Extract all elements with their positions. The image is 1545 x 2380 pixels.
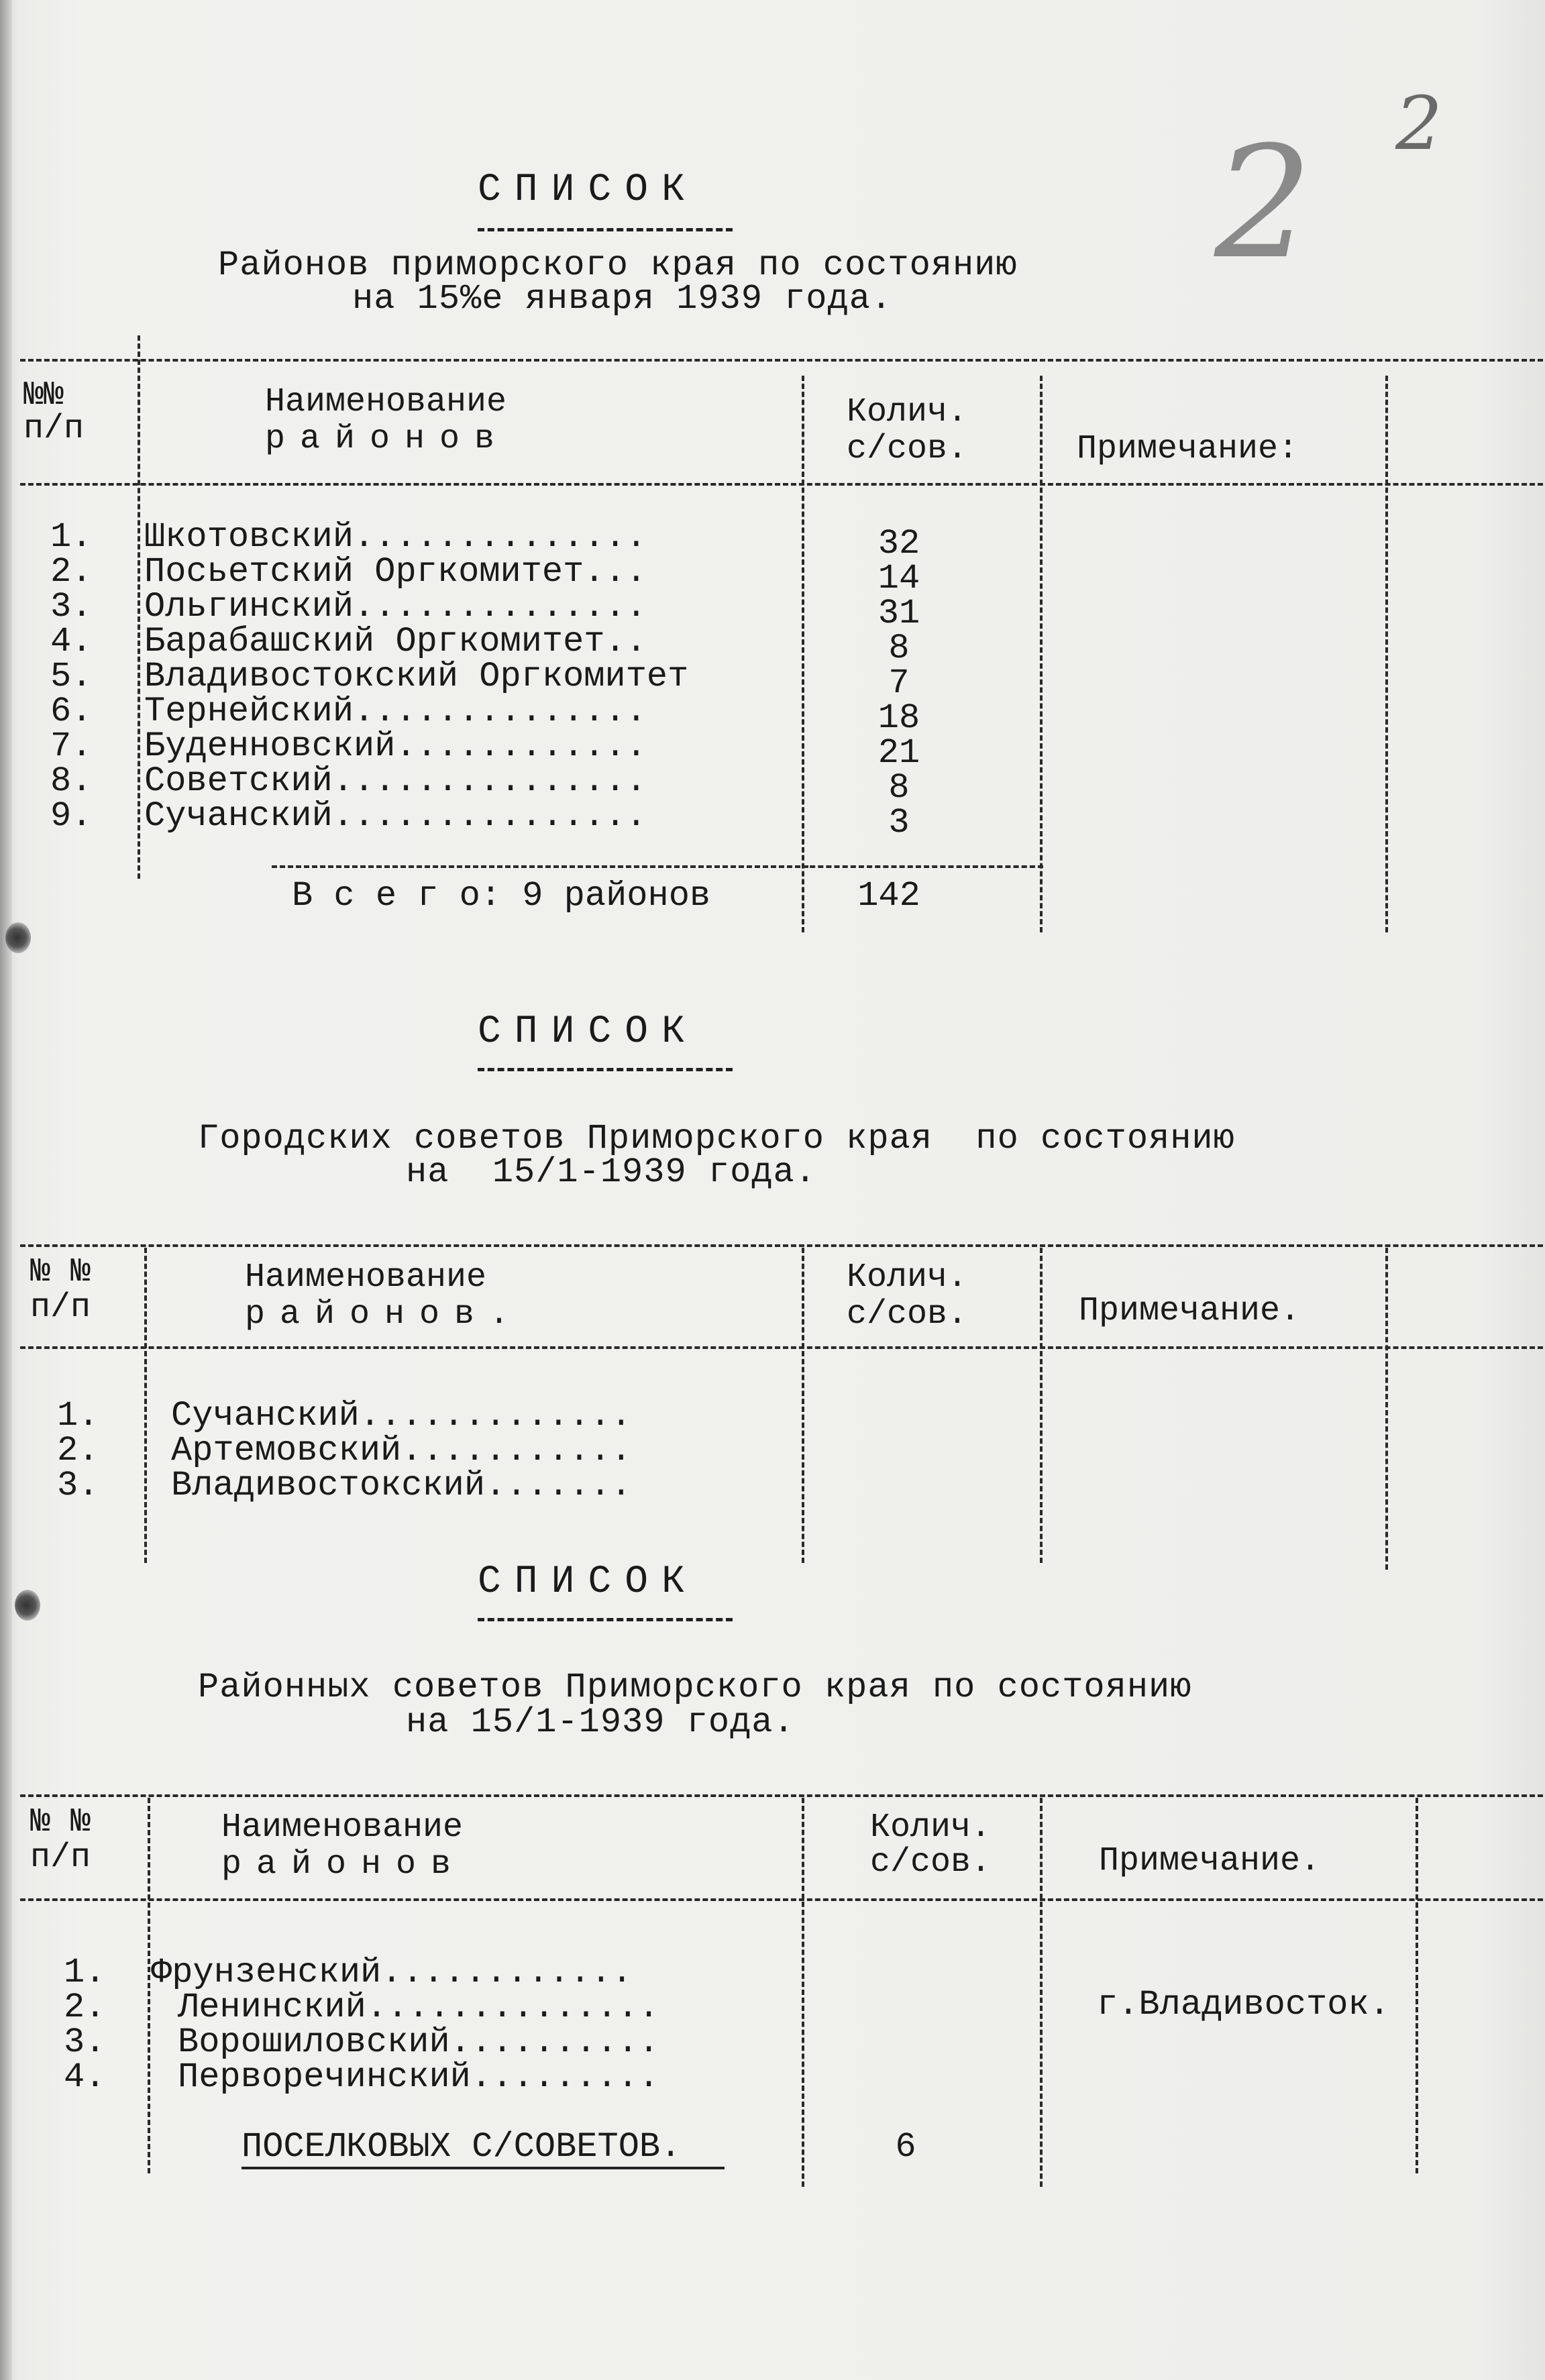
row-name: Владивостокский Оргкомитет xyxy=(144,657,689,696)
table2-divider xyxy=(144,1248,147,1563)
row-count: 31 xyxy=(877,594,920,633)
col-name-header: Наименование xyxy=(265,383,507,421)
table3-divider xyxy=(1040,1798,1043,2187)
row-number: 5. xyxy=(50,657,93,696)
row-name: Ворошиловский.......... xyxy=(178,2022,659,2062)
row-number: 1. xyxy=(57,1396,99,1436)
row-name: Фрунзенский............ xyxy=(151,1953,633,1992)
table1-top-border xyxy=(20,359,1543,362)
col-note-header: Примечание. xyxy=(1099,1842,1321,1880)
col-num-header: № № xyxy=(30,1253,91,1291)
table1-header-border xyxy=(20,483,1543,486)
title-underline xyxy=(478,1068,733,1071)
table3-divider xyxy=(148,1798,150,2173)
row-name: Тернейский.............. xyxy=(144,692,647,731)
col-name-header: Наименование xyxy=(221,1808,464,1847)
table1-divider xyxy=(138,335,140,879)
row-number: 2. xyxy=(57,1431,99,1470)
row-name: Артемовский........... xyxy=(171,1431,632,1470)
table1-divider xyxy=(1385,376,1388,932)
col-name-header: районов xyxy=(265,420,510,458)
table1-divider xyxy=(1040,376,1043,932)
table2-top-border xyxy=(20,1244,1543,1247)
list2-title: СПИСОК xyxy=(478,1010,698,1054)
row-count: 3 xyxy=(888,803,910,843)
list1-total-count: 142 xyxy=(857,876,920,916)
title-underline xyxy=(478,1618,733,1621)
list3-subtitle-line2: на 15/1-1939 года. xyxy=(406,1702,795,1742)
row-count: 18 xyxy=(877,698,920,738)
row-name: Шкотовский.............. xyxy=(144,517,647,557)
row-name: Ленинский.............. xyxy=(178,1988,659,2027)
col-count-header: Колич. xyxy=(870,1808,992,1847)
settlement-underline xyxy=(242,2167,725,2169)
row-count: 32 xyxy=(877,524,920,563)
row-number: 2. xyxy=(50,552,93,592)
row-name: Перворечинский......... xyxy=(178,2057,659,2097)
row-number: 2. xyxy=(64,1988,106,2027)
table3-divider xyxy=(802,1798,804,2187)
table3-divider xyxy=(1416,1798,1418,2173)
list3-note-value: г.Владивосток. xyxy=(1097,1985,1390,2024)
punch-hole xyxy=(5,922,31,953)
list1-subtitle-line2: на 15%е января 1939 года. xyxy=(352,279,893,319)
handwritten-number: 2 xyxy=(1214,114,1313,293)
punch-hole xyxy=(15,1590,40,1621)
list3-subtitle-line1: Районных советов Приморского края по состоянию xyxy=(198,1668,1192,1707)
col-num-header: п/п xyxy=(23,410,85,448)
total-separator xyxy=(272,865,808,868)
row-name: Посьетский Оргкомитет... xyxy=(144,552,647,592)
row-number: 8. xyxy=(50,761,93,801)
archive-page-number: 2 xyxy=(1395,80,1442,166)
col-num-header: п/п xyxy=(30,1839,91,1877)
col-count-header: Колич. xyxy=(847,393,968,431)
col-note-header: Примечание: xyxy=(1077,430,1299,468)
table2-divider xyxy=(802,1248,804,1563)
row-count: 8 xyxy=(888,768,910,808)
row-number: 6. xyxy=(50,692,93,731)
row-number: 1. xyxy=(64,1953,106,1992)
row-count: 21 xyxy=(877,733,920,773)
row-name: Советский............... xyxy=(144,761,647,801)
row-count: 7 xyxy=(888,663,910,703)
list1-total-label: В с е г о: 9 районов xyxy=(292,876,711,916)
row-number: 9. xyxy=(50,796,93,836)
col-count-header: Колич. xyxy=(847,1258,968,1297)
row-number: 3. xyxy=(57,1466,99,1505)
col-num-header: п/п xyxy=(30,1289,91,1327)
row-count: 8 xyxy=(888,629,910,668)
col-count-header: с/сов. xyxy=(847,1295,968,1334)
col-num-header: №№ xyxy=(23,376,64,415)
row-count: 14 xyxy=(877,559,920,598)
col-name-header: районов. xyxy=(245,1295,525,1334)
list1-subtitle-line1: Районов приморского края по состоянию xyxy=(218,246,1018,285)
col-count-header: с/сов. xyxy=(870,1843,992,1882)
col-count-header: с/сов. xyxy=(847,430,968,468)
row-name: Сучанский............. xyxy=(171,1396,632,1436)
col-name-header: Наименование xyxy=(245,1258,487,1297)
col-name-header: районов xyxy=(221,1845,466,1884)
settlement-councils-count: 6 xyxy=(895,2127,916,2167)
list1-title: СПИСОК xyxy=(478,168,698,212)
list3-title: СПИСОК xyxy=(478,1560,698,1604)
title-underline xyxy=(478,228,733,231)
col-note-header: Примечание. xyxy=(1079,1292,1301,1330)
table3-header-border xyxy=(20,1898,1543,1901)
row-name: Барабашский Оргкомитет.. xyxy=(144,622,647,661)
row-number: 3. xyxy=(64,2022,106,2062)
table2-divider xyxy=(1040,1248,1043,1563)
page-edge xyxy=(0,0,12,2380)
row-number: 1. xyxy=(50,517,93,557)
row-number: 7. xyxy=(50,726,93,766)
table2-header-border xyxy=(20,1346,1543,1349)
row-number: 4. xyxy=(50,622,93,661)
row-name: Ольгинский.............. xyxy=(144,587,647,627)
table2-divider xyxy=(1385,1248,1388,1570)
table1-divider xyxy=(802,376,804,932)
list2-subtitle-line1: Городских советов Приморского края по состоянию xyxy=(198,1119,1235,1158)
row-number: 4. xyxy=(64,2057,106,2097)
list2-subtitle-line2: на 15/1-1939 года. xyxy=(406,1152,816,1192)
total-separator xyxy=(802,865,1043,868)
table3-top-border xyxy=(20,1794,1543,1797)
row-name: Буденновский............ xyxy=(144,726,647,766)
row-number: 3. xyxy=(50,587,93,627)
row-name: Владивостокский....... xyxy=(171,1466,632,1505)
settlement-councils-label: ПОСЕЛКОВЫХ С/СОВЕТОВ. xyxy=(242,2127,682,2167)
col-num-header: № № xyxy=(30,1803,91,1841)
row-name: Сучанский............... xyxy=(144,796,647,836)
